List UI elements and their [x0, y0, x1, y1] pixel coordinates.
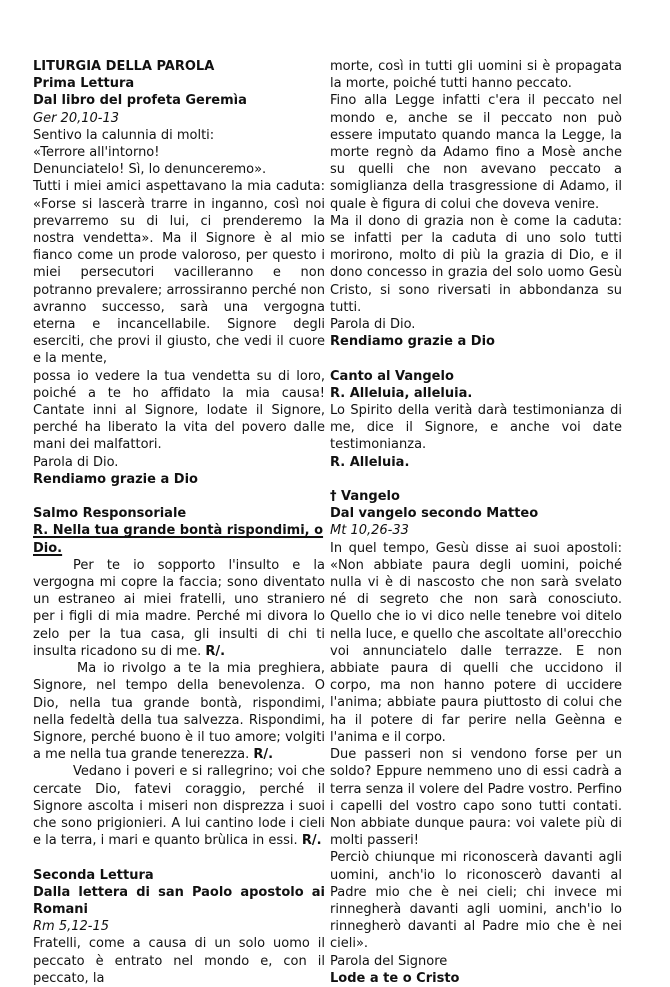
psalm-title: Salmo Responsoriale	[33, 506, 187, 522]
gospel-closing: Parola del Signore	[330, 953, 448, 969]
second-reading-ref: Rm 5,12-15	[33, 919, 110, 935]
second-reading-text-start: Fratelli, come a causa di un solo uomo il peccato è entrato nel mondo e, con il peccato, la	[33, 936, 325, 986]
acclamation-refrain: R. Alleluia, alleluia.	[330, 385, 473, 401]
gospel-title: † Vangelo	[330, 489, 400, 505]
first-reading-title: Prima Lettura	[33, 76, 135, 92]
psalm-r-mark-3: R/.	[301, 833, 322, 849]
second-reading-title: Seconda Lettura	[33, 867, 154, 883]
second-reading-response: Rendiamo grazie a Dio	[330, 334, 495, 350]
first-reading-ref: Ger 20,10-13	[33, 110, 119, 126]
psalm-r-mark-2: R/.	[253, 747, 274, 763]
psalm-refrain: R. Nella tua grande bontà rispondimi, o Dio.	[33, 523, 324, 556]
psalm-stanza-1-text: Per te io sopporto l'insulto e la vergogna mi copre la faccia; sono diventato un estraneo ai miei fratelli, uno straniero per i figli di mia madre. Perché mi divora lo zelo per la tua casa, gli insulti di chi ti insulta ricadono su di me.	[33, 557, 325, 659]
second-reading-source: Dalla lettera di san Paolo apostolo ai Romani	[33, 884, 325, 917]
first-reading-closing: Parola di Dio.	[33, 454, 119, 470]
gospel-para-1: In quel tempo, Gesù disse ai suoi apostoli: «Non abbiate paura degli uomini, poiché nulla vi è di nascosto che non sarà svelato né di segreto che non sarà conosciuto. Quello che io vi dico nelle tenebre voi ditelo nella luce, e quello che ascoltate all'orecchio voi annunciatelo dalle terrazze. E non abbiate paura di quelli che uccidono il corpo, ma non hanno potere di uccidere l'anima; abbiate paura piuttosto di colui che ha il potere di far perire nella Geènna e l'anima e il corpo.	[330, 540, 622, 745]
right-column	[330, 58, 622, 987]
gospel-source: Dal vangelo secondo Matteo	[330, 506, 539, 522]
left-column	[33, 58, 325, 987]
liturgy-header: LITURGIA DELLA PAROLA	[33, 59, 215, 74]
gospel-para-2: Due passeri non si vendono forse per un soldo? Eppure nemmeno uno di essi cadrà a terra senza il volere del Padre vostro. Perfino i capelli del vostro capo sono tutti contati. Non abbiate dunque paura: voi valete più di molti passeri!	[330, 747, 622, 849]
acclamation-title: Canto al Vangelo	[330, 368, 454, 384]
psalm-r-mark-1: R/.	[205, 643, 226, 659]
gospel-response: Lode a te o Cristo	[330, 970, 460, 986]
acclamation-text: Lo Spirito della verità darà testimonianza di me, dice il Signore, e anche voi date testimonianza.	[330, 403, 622, 453]
second-reading-text-cont: morte, così in tutti gli uomini si è propagata la morte, poiché tutti hanno peccato. Fino alla Legge infatti c'era il peccato nel mondo e, anche se il peccato non può essere imputato quando manca la Legge, la morte regnò da Adamo fino a Mosè anche su quelli che non avevano peccato a somiglianza della trasgressione di Adamo, il quale è figura di colui che doveva venire. Ma il dono di grazia non è come la caduta: se infatti per la caduta di uno solo tutti morirono, molto di più la grazia di Dio, e il dono concesso in grazia del solo uomo Gesù Cristo, si sono riversati in abbondanza su tutti.	[330, 59, 622, 315]
second-reading-closing: Parola di Dio.	[330, 317, 416, 333]
gospel-para-3: Perciò chiunque mi riconoscerà davanti agli uomini, anch'io lo riconoscerò davanti al Padre mio che è nei cieli; chi invece mi rinnegherà davanti agli uomini, anch'io lo rinnegherò davanti al Padre mio che è nei cieli».	[330, 850, 622, 952]
first-reading-source: Dal libro del profeta Geremìa	[33, 93, 247, 109]
acclamation-refrain-end: R. Alleluia.	[330, 454, 410, 470]
psalm-stanza-3-text: Vedano i poveri e si rallegrino; voi che cercate Dio, fatevi coraggio, perché il Signore ascolta i miseri non disprezza i suoi che sono prigionieri. A lui cantino lode i cieli e la terra, i mari e quanto brùlica in essi.	[33, 764, 325, 849]
psalm-stanza-3	[33, 763, 325, 849]
first-reading-response: Rendiamo grazie a Dio	[33, 471, 198, 487]
psalm-stanza-2	[33, 660, 325, 763]
first-reading-text: Sentivo la calunnia di molti: «Terrore all'intorno! Denunciatelo! Sì, lo denunceremo». Tutti i miei amici aspettavano la mia caduta: «Forse si lascerà trarre in inganno, così noi prevarremo su di lui, ci prenderemo la nostra vendetta». Ma il Signore è al mio fianco come un prode valoroso, per questo i miei persecutori vacilleranno e non potranno prevalere; arrossiranno perché non avranno successo, sarà una vergogna eterna e incancellabile. Signore degli eserciti, che provi il giusto, che vedi il cuore e la mente, possa io vedere la tua vendetta su di loro, poiché a te ho affidato la mia causa! Cantate inni al Signore, lodate il Signore, perché ha liberato la vita del povero dalle mani dei malfattori.	[33, 127, 325, 453]
psalm-stanza-1	[33, 557, 325, 660]
gospel-ref: Mt 10,26-33	[330, 523, 409, 539]
psalm-stanza-2-text: Ma io rivolgo a te la mia preghiera, Signore, nel tempo della benevolenza. O Dio, nella tua grande bontà, rispondimi, nella fedeltà della tua salvezza. Rispondimi, Signore, perché buono è il tuo amore; volgiti a me nella tua grande tenerezza.	[33, 661, 325, 763]
